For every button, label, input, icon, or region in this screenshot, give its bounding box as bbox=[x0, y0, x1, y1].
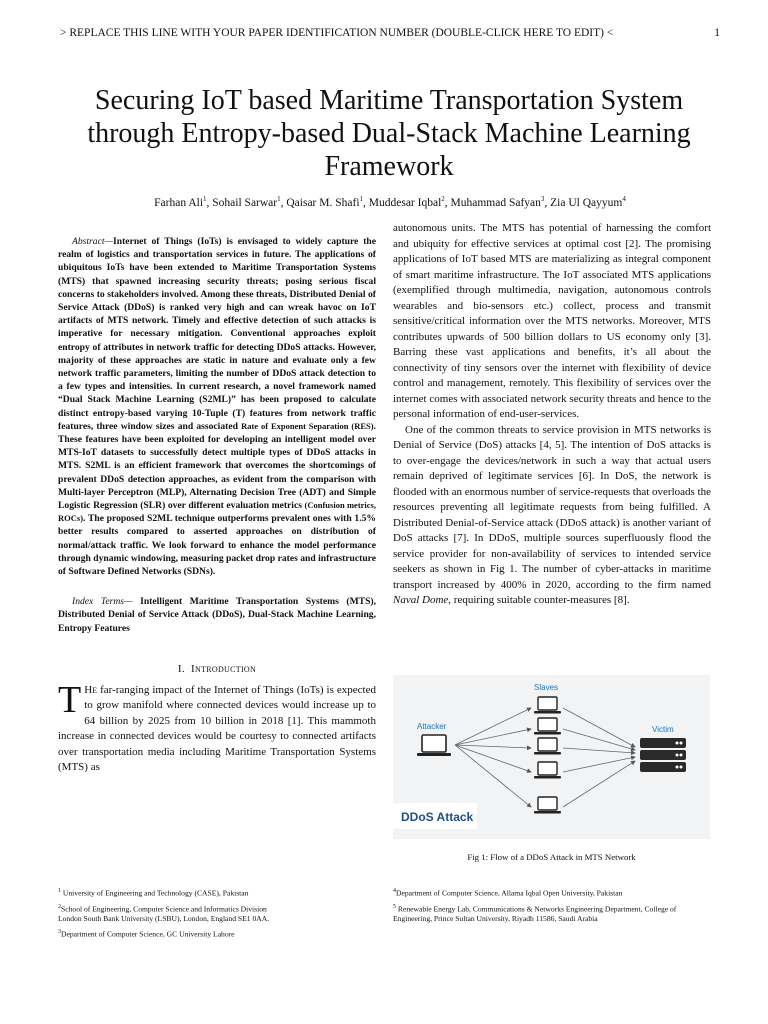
footnote: $^5$ Renewable Energy Lab, Communications & Networks Engineering Department, College of Engineering, Prince Sultan University, Riyadh 11586, Saudi Arabia bbox=[393, 903, 677, 924]
running-header bbox=[60, 27, 720, 39]
footnotes-left bbox=[58, 886, 288, 943]
attacker-arrows bbox=[455, 708, 531, 807]
header-text: > REPLACE THIS LINE WITH YOUR PAPER IDENTIFICATION NUMBER (DOUBLE-CLICK HERE TO EDIT) < bbox=[60, 27, 614, 39]
ddos-badge-text: DDoS Attack bbox=[401, 810, 474, 824]
footnote: $^4$Department of Computer Science, Allama Iqbal Open University, Pakistan bbox=[393, 888, 623, 898]
slave-laptop-icon bbox=[534, 738, 561, 755]
footnote: $^2$School of Engineering, Computer Science and Informatics Division London South Bank University (LSBU), London, England SE1 0AA. bbox=[58, 903, 270, 924]
drop-cap: T bbox=[58, 678, 82, 721]
author: Qaisar M. Shafi$^1$, bbox=[286, 195, 369, 209]
index-terms-label: Index Terms bbox=[72, 596, 124, 608]
page-number: 1 bbox=[714, 27, 720, 39]
author: Muhammad Safyan$^3$, bbox=[450, 195, 551, 209]
left-column bbox=[58, 235, 376, 776]
slave-laptop-icon bbox=[534, 797, 561, 814]
slave-laptop-icon bbox=[534, 718, 561, 735]
footnote: $^3$Department of Computer Science, GC University Lahore bbox=[58, 929, 235, 939]
ddos-figure bbox=[393, 675, 710, 839]
slaves-label: Slaves bbox=[534, 683, 559, 692]
section-heading: I. Introduction bbox=[177, 662, 257, 675]
attacker-label: Attacker bbox=[417, 722, 447, 731]
author: Sohail Sarwar$^1$, bbox=[212, 195, 287, 209]
body-paragraph: One of the common threats to service provision in MTS networks is Denial of Service (DoS) attacks [4, 5]. The intention of DoS attacks is to over-engage the devices/network in such a way that actual users remain deprived of legitimate services [6]. In DoS, the network is flooded with an enormous number of service-requests that overloads the resources preventing all legitimate requests from being fulfilled. A Distributed Denial-of-Service attack (DDoS attack) is another variant of DoS attacks [7]. In DDoS, multiple sources superfluously flood the service provider for non-availability of services to intended service seekers as shown in Fig 1. The number of cyber-attacks in maritime transport increased by 400% in 2020, according to the firm named Naval Dome, requiring suitable counter-measures [8]. bbox=[393, 423, 711, 606]
author: Farhan Ali$^1$, bbox=[154, 195, 213, 209]
paper-title: Securing IoT based Maritime Transportation System through Entropy-based Dual-Stack Machine Learning Framework bbox=[87, 85, 691, 182]
footnote: $^1$ University of Engineering and Technology (CASE), Pakistan bbox=[58, 888, 249, 898]
attacker-laptop-icon bbox=[417, 735, 451, 756]
author-list bbox=[60, 195, 720, 209]
body-paragraph: autonomous units. The MTS has potential of harnessing the comfort and ubiquity for effective services at optimal cost [2]. The promising applications of IoT based MTS are materializing as integral component of smart maritime infrastructure. The IoT associated MTS applications (exemplified through multimedia, navigation, autonomous controls wearables and bio-sensors etc.) collect, process and transmit sensitive/critical information over the MTS networks. Moreover, MTS contributes upwards of 500 billion dollars to US economy only [3]. Barring these vast applications and benefits, it’s all about the connectivity of tiny sensors over the internet with flexibility of device control and management, remotely. This flexibility of services over the internet comes with associated network security threats and hence to the personal information of end-user-services. bbox=[393, 222, 711, 420]
figure-caption: Fig 1: Flow of a DDoS Attack in MTS Network bbox=[467, 852, 636, 862]
intro-paragraph: T He far-ranging impact of the Internet of Things (IoTs) is expected to grow manifold where connected devices would increase up to 64 billion by 2025 from 10 billion in 2018 [1]. This mammoth increase in connected devices would be courtesy to connected artifacts over transportation media including Maritime Transportation Systems (MTS) as bbox=[58, 678, 376, 774]
footnotes-right bbox=[393, 886, 713, 927]
victim-arrows bbox=[563, 708, 635, 807]
author: Muddesar Iqbal$^2$, bbox=[368, 195, 451, 209]
right-column bbox=[393, 221, 711, 609]
victim-server-icon bbox=[640, 738, 686, 772]
slave-laptop-icon bbox=[534, 697, 561, 714]
author: Zia Ul Qayyum$^4$ bbox=[550, 195, 626, 209]
victim-label: Victim bbox=[652, 725, 674, 734]
abstract: Abstract—Internet of Things (IoTs) is envisaged to widely capture the realm of logistics and transportation services in future. The applications of ubiquitous IoTs have been extended to Maritime Transportation Systems (MTS) that spawned increasing security threats; posing serious fiscal concerns to stakeholders involved. Among these threats, Distributed Denial of Service Attack (DDoS) is ranked very high and can wreak havoc on IoT artifacts of MTS network. Timely and effective detection of such attacks is imperative for necessary mitigation. Conventional approaches exploit entropy of attributes in network traffic for detecting DDoS attacks. However, majority of these approaches are static in nature and evaluate only a few network traffic parameters, limiting the number of DDoS attack detection to a few types and intensities. In current research, a novel framework named “Dual Stack Machine Learning (S2ML)” has been proposed to calculate distinct entropy-based varying 10-Tuple (T) features from network traffic features, three window sizes and associated Rate of Exponent Separation (RES). These features have been exploited for developing an intelligent model over MTS-IoT datasets to successfully detect multiple types of DDoS attacks in MTS. S2ML is an efficient framework that overcomes the shortcomings of prevalent DDoS detection approaches, as evident from the comparison with Multi-layer Perceptron (MLP), Alternating Decision Tree (ADT) and Simple Logistic Regression (SLR) over different evaluation metrics (Confusion metrics, ROCs). The proposed S2ML technique outperforms prevalent ones with 1.5% better results compared to asserted approaches on distribution of normal/attack traffic. We look forward to enhance the model performance through dynamic windowing, measuring packet drop rates and infrastructure of Software Defined Networks (SDNs). bbox=[58, 236, 376, 578]
abstract-label: Abstract bbox=[72, 236, 105, 247]
slave-laptop-icon bbox=[534, 762, 561, 779]
index-terms: Index Terms— Intelligent Maritime Transportation Systems (MTS), Distributed Denial of Service Attack (DDoS), Dual-Stack Machine Learning, Entropy Features bbox=[58, 596, 376, 634]
ddos-diagram bbox=[393, 675, 710, 839]
